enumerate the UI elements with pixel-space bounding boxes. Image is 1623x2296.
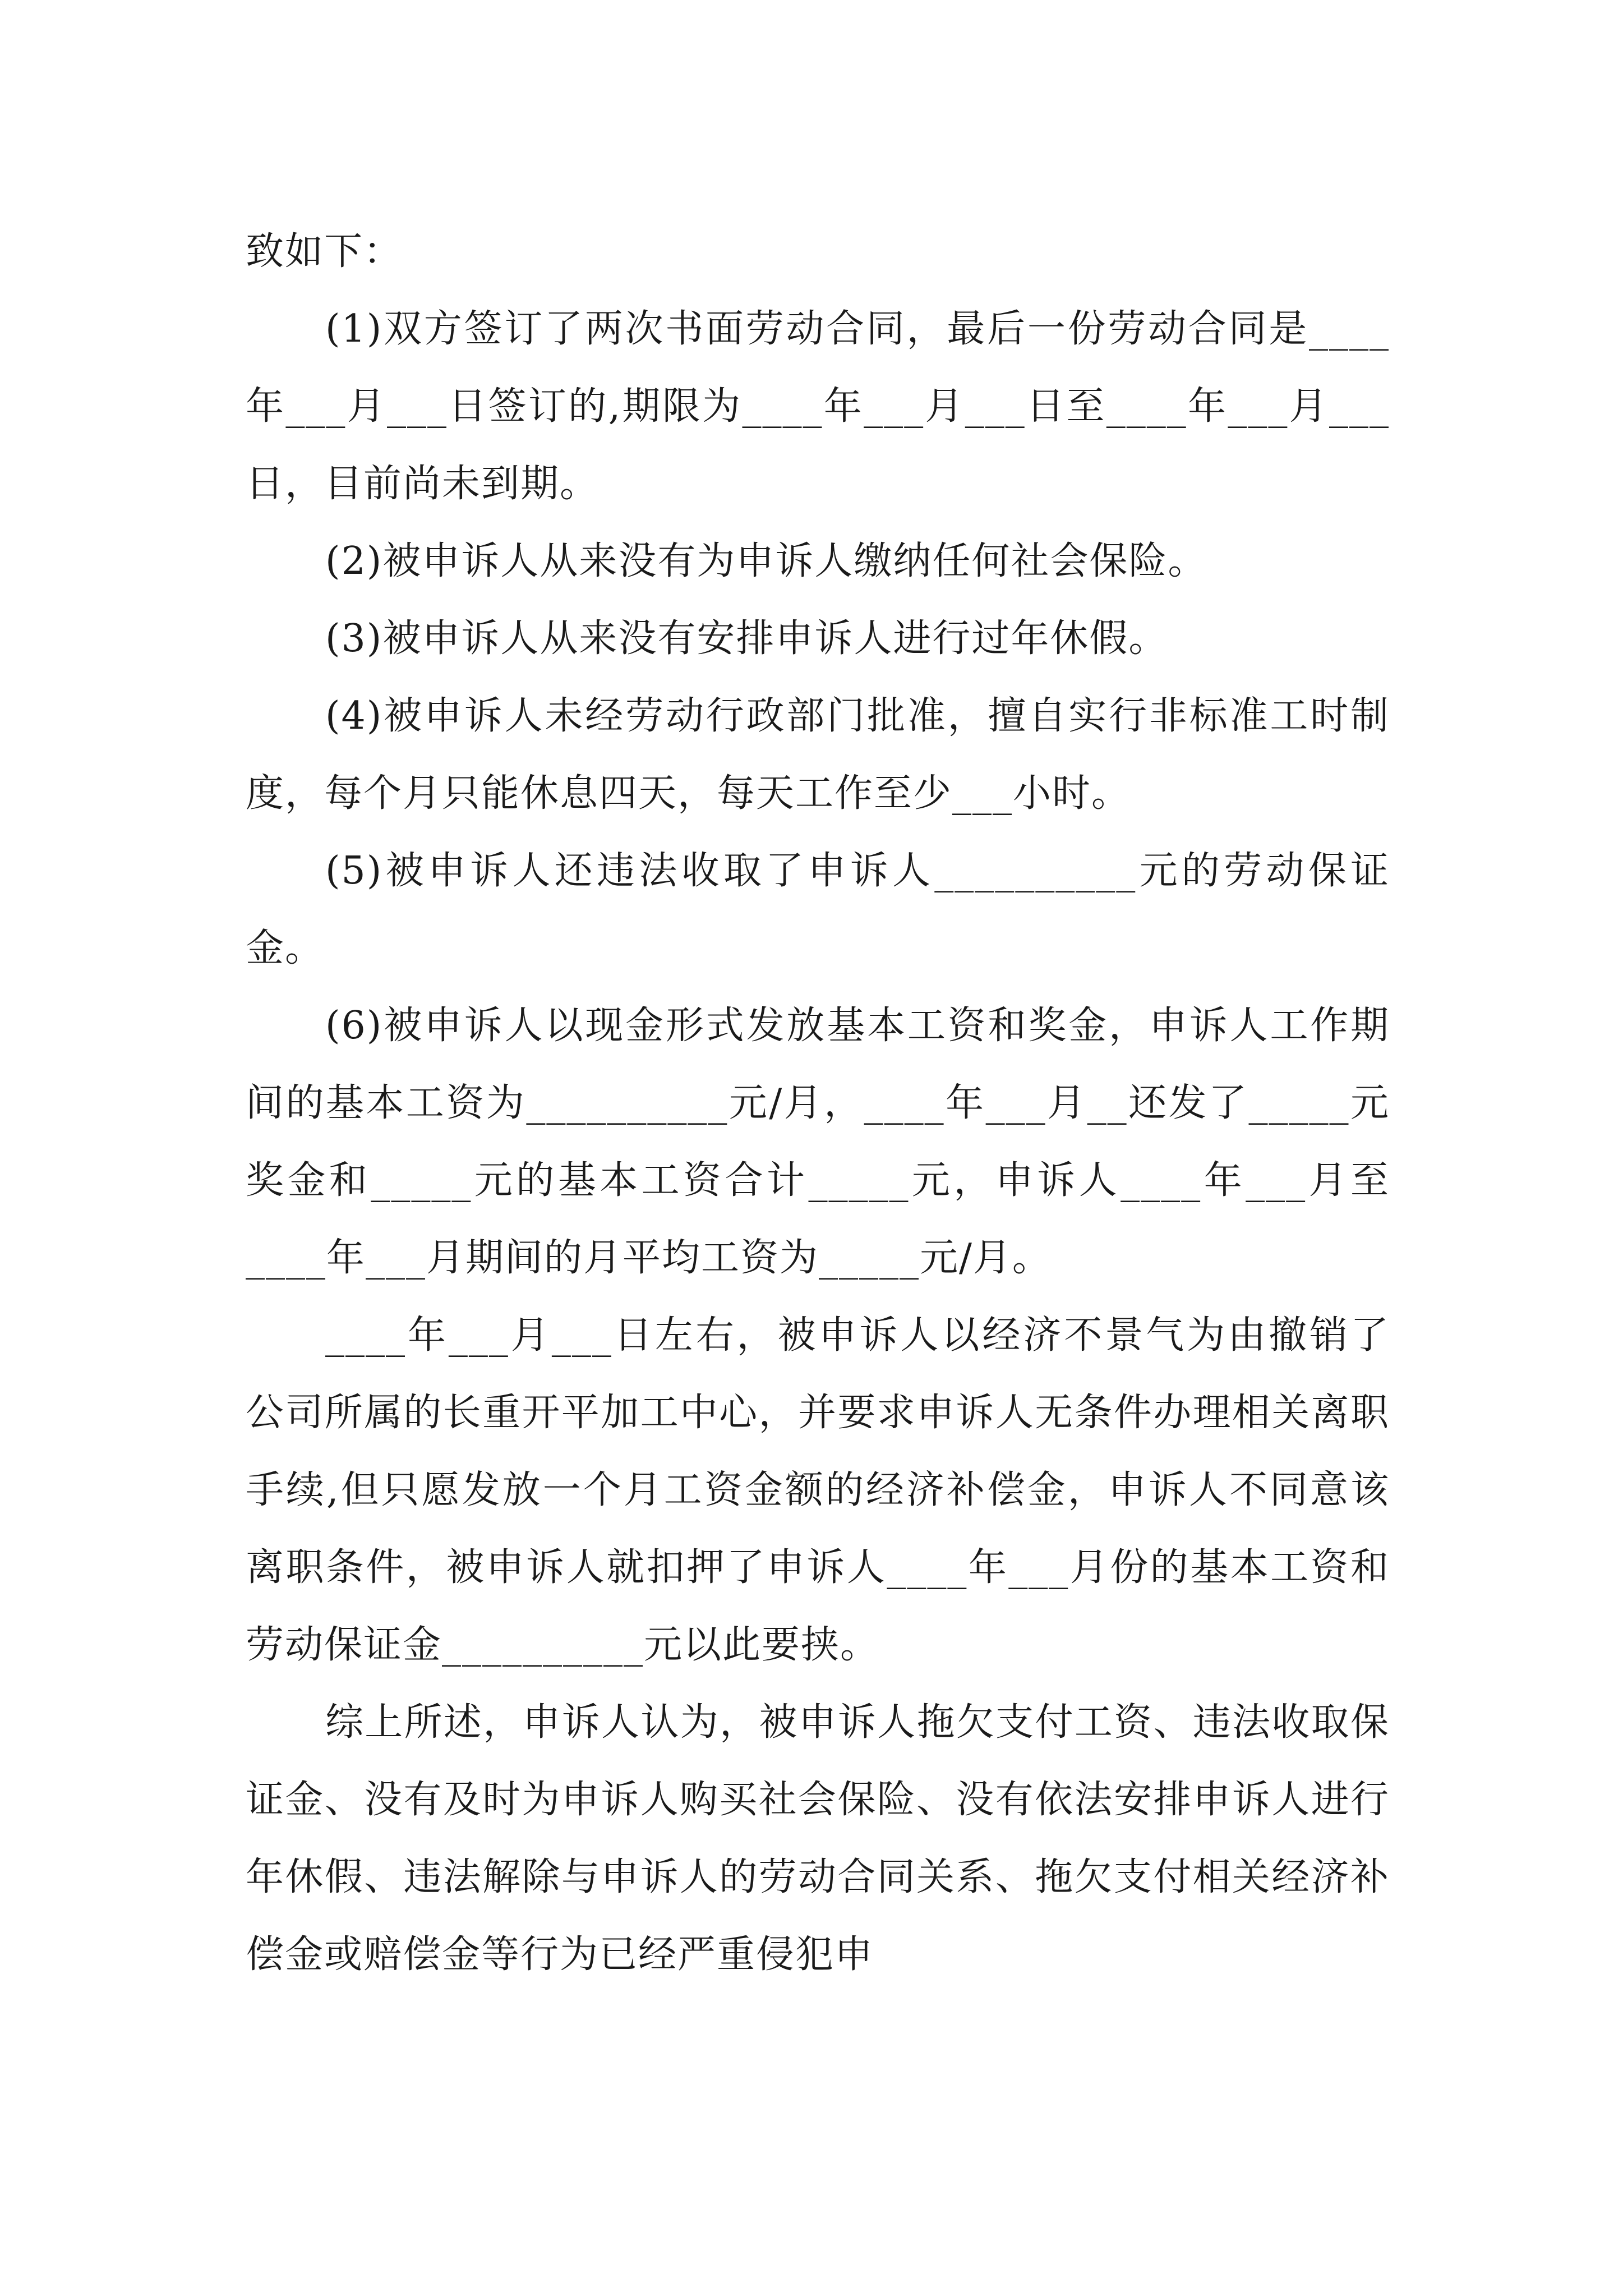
- document-body: [246, 213, 1390, 1994]
- paragraph-item-2: (2)被申诉人从来没有为申诉人缴纳任何社会保险。: [325, 539, 1207, 583]
- paragraph-item-6: (6)被申诉人以现金形式发放基本工资和奖金，申诉人工作期间的基本工资为__________元/月，____年___月__还发了_____元奖金和_____元的基本工资合计_____元，申诉人____年___月至____年___月期间的月平均工资为_____元/月。: [246, 1004, 1390, 1280]
- paragraph-item-5: (5)被申诉人还违法收取了申诉人__________元的劳动保证金。: [246, 849, 1390, 970]
- paragraph-item-1: (1)双方签订了两次书面劳动合同，最后一份劳动合同是____年___月___日签订的,期限为____年___月___日至____年___月___日，目前尚未到期。: [246, 307, 1390, 506]
- paragraph-item-4: (4)被申诉人未经劳动行政部门批准，擅自实行非标准工时制度，每个月只能休息四天，每天工作至少___小时。: [246, 694, 1390, 816]
- paragraph-intro: 致如下：: [246, 229, 403, 274]
- paragraph-dismissal: ____年___月___日左右，被申诉人以经济不景气为由撤销了公司所属的长重开平加工中心，并要求申诉人无条件办理相关离职手续,但只愿发放一个月工资金额的经济补偿金，申诉人不同意该离职条件，被申诉人就扣押了申诉人____年___月份的基本工资和劳动保证金__________元以此要挟。: [246, 1313, 1390, 1667]
- paragraph-item-3: (3)被申诉人从来没有安排申诉人进行过年休假。: [325, 616, 1168, 661]
- paragraph-conclusion: 综上所述，申诉人认为，被申诉人拖欠支付工资、违法收取保证金、没有及时为申诉人购买社会保险、没有依法安排申诉人进行年休假、违法解除与申诉人的劳动合同关系、拖欠支付相关经济补偿金或赔偿金等行为已经严重侵犯申: [246, 1700, 1390, 1977]
